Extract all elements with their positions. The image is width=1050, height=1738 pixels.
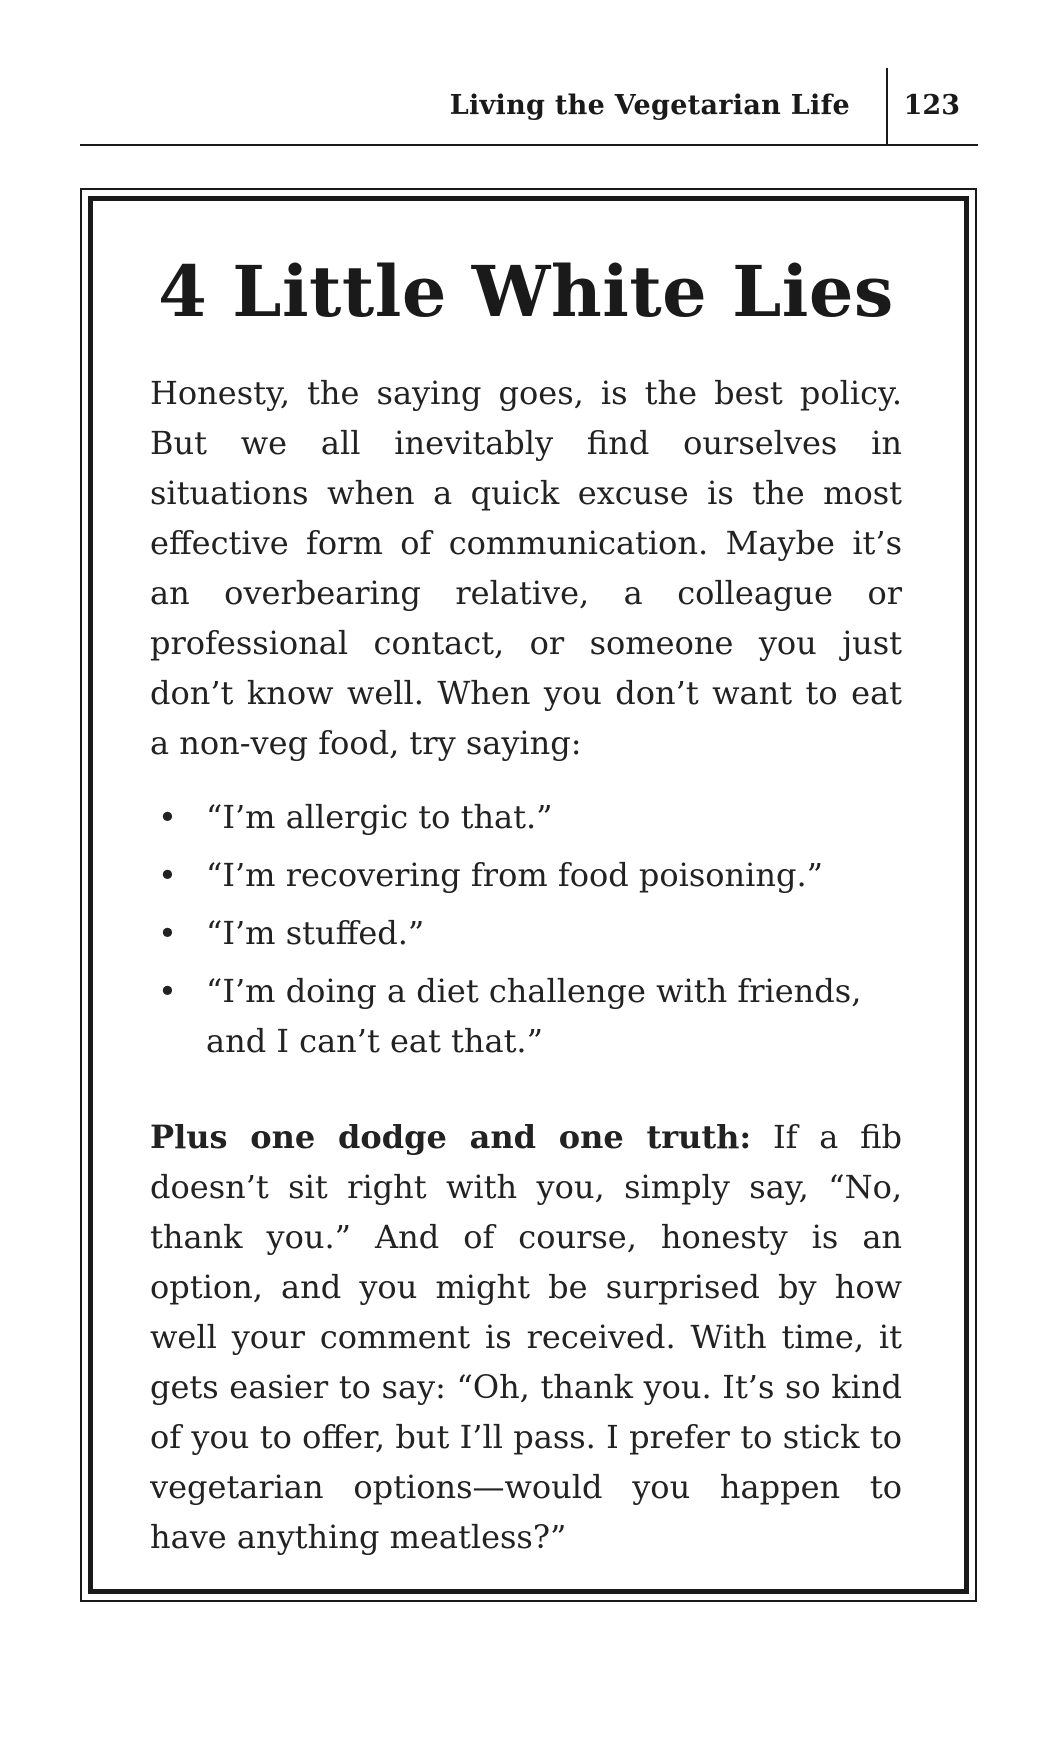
list-item: [150, 966, 902, 1066]
closing-body: If a fib doesn’t sit right with you, simply say, “No, thank you.” And of course, honesty is an option, and you might be surprised by how well your comment is received. With time, it gets easier to say: “Oh, thank you. It’s so kind of you to offer, but I’ll pass. I prefer to stick to vegetarian options—would you happen to have anything meatless?”: [150, 1118, 903, 1556]
sidebar-content: [150, 250, 902, 1562]
running-head-divider: [886, 68, 888, 144]
running-head: [80, 68, 978, 146]
bullet: •: [158, 798, 177, 836]
bullet: •: [158, 856, 177, 894]
list-item: [150, 850, 902, 900]
page-number: 123: [903, 90, 960, 121]
list-item-text: “I’m stuffed.”: [206, 914, 425, 952]
lies-list: [150, 792, 902, 1066]
bullet: •: [158, 972, 177, 1010]
running-head-title: Living the Vegetarian Life: [449, 90, 850, 121]
closing-paragraph: [150, 1112, 902, 1562]
list-item-text: “I’m recovering from food poisoning.”: [206, 856, 824, 894]
list-item-text: “I’m allergic to that.”: [206, 798, 553, 836]
list-item-text: “I’m doing a diet challenge with friends, and I can’t eat that.”: [206, 972, 862, 1060]
bullet: •: [158, 914, 177, 952]
list-item: [150, 792, 902, 842]
list-item: [150, 908, 902, 958]
closing-lead: Plus one dodge and one truth:: [150, 1118, 752, 1156]
intro-paragraph: Honesty, the saying goes, is the best policy. But we all inevitably find ourselves in situations when a quick excuse is the most effective form of communication. Maybe it’s an overbearing relative, a colleague or professional contact, or someone you just don’t know well. When you don’t want to eat a non-veg food, try saying:: [150, 374, 902, 762]
sidebar-heading: 4 Little White Lies: [158, 250, 894, 333]
